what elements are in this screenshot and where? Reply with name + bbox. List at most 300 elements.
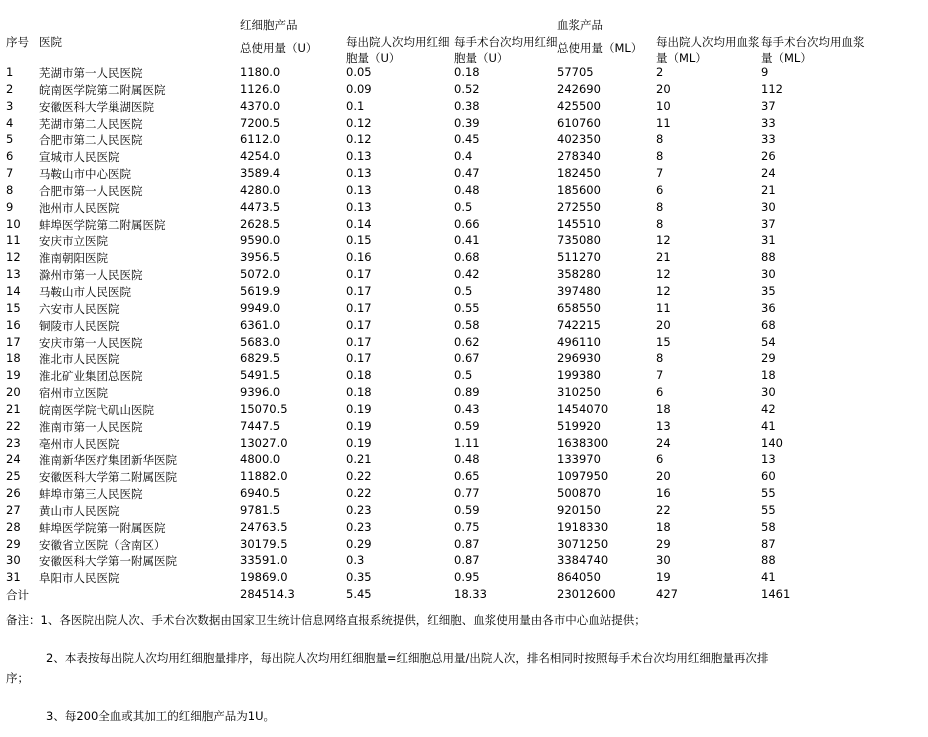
cell-index: 14 — [6, 283, 21, 298]
cell-rbc-total: 4280.0 — [240, 182, 281, 197]
cell-index: 5 — [6, 132, 14, 147]
cell-plasma-per-surgery: 140 — [761, 435, 783, 450]
cell-plasma-per-surgery: 88 — [761, 553, 776, 568]
cell-rbc-total: 3589.4 — [240, 166, 281, 181]
table-row — [6, 182, 922, 199]
cell-rbc-per-surgery: 0.77 — [454, 486, 480, 501]
cell-plasma-per-discharge: 12 — [656, 267, 671, 282]
cell-index: 21 — [6, 401, 21, 416]
cell-plasma-total: 145510 — [557, 216, 601, 231]
cell-index: 18 — [6, 351, 21, 366]
cell-index: 4 — [6, 115, 14, 130]
cell-index: 31 — [6, 570, 21, 585]
cell-rbc-total: 33591.0 — [240, 553, 288, 568]
cell-rbc-per-discharge: 0.09 — [346, 81, 372, 96]
cell-plasma-total: 1454070 — [557, 401, 609, 416]
cell-rbc-per-discharge: 0.17 — [346, 351, 372, 366]
cell-plasma-total: 735080 — [557, 233, 601, 248]
cell-rbc-per-surgery: 0.66 — [454, 216, 480, 231]
cell-plasma-per-discharge: 13 — [656, 418, 671, 433]
cell-plasma-per-surgery: 37 — [761, 216, 776, 231]
cell-plasma-per-discharge: 16 — [656, 486, 671, 501]
cell-index: 8 — [6, 182, 14, 197]
cell-rbc-per-surgery: 0.18 — [454, 65, 480, 79]
cell-rbc-per-surgery: 0.95 — [454, 570, 480, 585]
cell-index: 26 — [6, 486, 21, 501]
cell-rbc-per-surgery: 0.65 — [454, 469, 480, 484]
cell-hospital: 阜阳市人民医院 — [39, 571, 120, 586]
cell-plasma-per-discharge: 10 — [656, 98, 671, 113]
cell-rbc-total: 6361.0 — [240, 317, 281, 332]
cell-plasma-per-discharge: 7 — [656, 368, 664, 383]
cell-hospital: 安徽医科大学巢湖医院 — [39, 99, 154, 114]
cell-plasma-total: 358280 — [557, 267, 601, 282]
cell-hospital: 安徽医科大学第二附属医院 — [39, 470, 177, 485]
cell-rbc-per-surgery: 0.5 — [454, 283, 473, 298]
table-row — [6, 81, 922, 98]
cell-plasma-per-surgery: 30 — [761, 385, 776, 400]
cell-rbc-total: 5491.5 — [240, 368, 281, 383]
cell-rbc-per-surgery: 0.75 — [454, 519, 480, 534]
cell-plasma-per-surgery: 31 — [761, 233, 776, 248]
hospital-blood-usage-table — [6, 14, 922, 603]
table-header — [6, 14, 922, 64]
cell-plasma-per-surgery: 112 — [761, 81, 783, 96]
cell-plasma-per-surgery: 55 — [761, 502, 776, 517]
cell-rbc-total: 9949.0 — [240, 300, 281, 315]
cell-rbc-total: 6112.0 — [240, 132, 281, 147]
cell-hospital: 黄山市人民医院 — [39, 503, 120, 518]
table-row — [6, 536, 922, 553]
cell-hospital: 芜湖市第二人民医院 — [39, 116, 143, 131]
cell-plasma-per-surgery: 35 — [761, 283, 776, 298]
table-row — [6, 350, 922, 367]
cell-rbc-total: 19869.0 — [240, 570, 288, 585]
cell-rbc-total: 24763.5 — [240, 519, 288, 534]
cell-plasma-per-surgery: 9 — [761, 65, 769, 79]
cell-plasma-per-discharge: 18 — [656, 401, 671, 416]
cell-hospital: 马鞍山市中心医院 — [39, 167, 131, 182]
cell-hospital: 淮北矿业集团总医院 — [39, 369, 143, 384]
cell-plasma-total: 3071250 — [557, 536, 609, 551]
cell-plasma-total: 864050 — [557, 570, 601, 585]
cell-hospital: 安庆市立医院 — [39, 234, 108, 249]
cell-rbc-per-discharge: 0.3 — [346, 553, 365, 568]
cell-rbc-per-discharge: 0.35 — [346, 570, 372, 585]
cell-plasma-per-discharge: 8 — [656, 216, 664, 231]
cell-rbc-total: 13027.0 — [240, 435, 288, 450]
cell-rbc-total: 4800.0 — [240, 452, 281, 467]
cell-rbc-per-surgery: 0.45 — [454, 132, 480, 147]
cell-rbc-per-discharge: 0.18 — [346, 368, 372, 383]
cell-rbc-per-surgery: 0.39 — [454, 115, 480, 130]
table-row — [6, 435, 922, 452]
cell-index: 7 — [6, 166, 14, 181]
cell-plasma-per-surgery: 87 — [761, 536, 776, 551]
cell-rbc-per-discharge: 0.13 — [346, 182, 372, 197]
cell-hospital: 皖南医学院第二附属医院 — [39, 82, 166, 97]
cell-plasma-per-discharge: 12 — [656, 283, 671, 298]
cell-rbc-total: 15070.5 — [240, 401, 288, 416]
cell-rbc-total: 7447.5 — [240, 418, 281, 433]
cell-hospital: 马鞍山市人民医院 — [39, 284, 131, 299]
cell-index: 16 — [6, 317, 21, 332]
cell-plasma-per-discharge: 29 — [656, 536, 671, 551]
col-header-rbc-per-discharge: 每出院人次均用红细胞量（U） — [346, 35, 450, 65]
cell-rbc-per-surgery: 0.43 — [454, 401, 480, 416]
cell-hospital: 宿州市立医院 — [39, 386, 108, 401]
cell-rbc-total: 7200.5 — [240, 115, 281, 130]
cell-plasma-total: 1918330 — [557, 519, 609, 534]
table-body — [6, 64, 922, 603]
cell-plasma-total: 1638300 — [557, 435, 609, 450]
table-row — [6, 98, 922, 115]
cell-rbc-per-discharge: 0.1 — [346, 98, 365, 113]
cell-plasma-total: 425500 — [557, 98, 601, 113]
cell-index: 11 — [6, 233, 21, 248]
cell-rbc-per-discharge: 0.12 — [346, 115, 372, 130]
col-header-rbc-per-surgery: 每手术台次均用红细胞量（U） — [454, 35, 558, 65]
cell-rbc-per-discharge: 5.45 — [346, 587, 372, 602]
cell-plasma-total: 658550 — [557, 300, 601, 315]
table-row — [6, 317, 922, 334]
cell-plasma-total: 199380 — [557, 368, 601, 383]
cell-plasma-per-discharge: 8 — [656, 149, 664, 164]
table-row — [6, 519, 922, 536]
cell-plasma-total: 242690 — [557, 81, 601, 96]
cell-index: 12 — [6, 250, 21, 265]
cell-hospital: 蚌埠医学院第一附属医院 — [39, 520, 166, 535]
cell-rbc-per-discharge: 0.23 — [346, 502, 372, 517]
cell-plasma-per-discharge: 2 — [656, 65, 664, 79]
cell-rbc-per-discharge: 0.13 — [346, 199, 372, 214]
cell-rbc-per-discharge: 0.29 — [346, 536, 372, 551]
cell-index: 6 — [6, 149, 14, 164]
cell-plasma-per-surgery: 36 — [761, 300, 776, 315]
table-row — [6, 502, 922, 519]
footnote-1: 备注：1、各医院出院人次、手术台次数据由国家卫生统计信息网络直报系统提供，红细胞、血浆使用量由各市中心血站提供； — [6, 613, 646, 627]
cell-rbc-total: 5619.9 — [240, 283, 281, 298]
cell-plasma-per-discharge: 6 — [656, 452, 664, 467]
cell-rbc-per-surgery: 0.59 — [454, 418, 480, 433]
cell-rbc-per-discharge: 0.22 — [346, 486, 372, 501]
table-row — [6, 131, 922, 148]
col-header-plasma-per-surgery: 每手术台次均用血浆量（ML） — [761, 35, 865, 65]
cell-plasma-total: 185600 — [557, 182, 601, 197]
table-row — [6, 148, 922, 165]
cell-plasma-total: 182450 — [557, 166, 601, 181]
cell-rbc-per-discharge: 0.19 — [346, 401, 372, 416]
cell-index: 2 — [6, 81, 14, 96]
cell-rbc-per-discharge: 0.16 — [346, 250, 372, 265]
cell-rbc-per-surgery: 0.52 — [454, 81, 480, 96]
cell-plasma-per-surgery: 58 — [761, 519, 776, 534]
cell-plasma-per-surgery: 41 — [761, 570, 776, 585]
col-header-plasma-per-discharge: 每出院人次均用血浆量（ML） — [656, 35, 760, 65]
cell-hospital: 蚌埠医学院第二附属医院 — [39, 217, 166, 232]
cell-rbc-per-surgery: 0.4 — [454, 149, 473, 164]
table-row — [6, 334, 922, 351]
col-header-hospital: 医院 — [39, 35, 62, 49]
cell-rbc-per-discharge: 0.23 — [346, 519, 372, 534]
cell-rbc-per-discharge: 0.18 — [346, 385, 372, 400]
cell-rbc-per-surgery: 0.5 — [454, 368, 473, 383]
cell-plasma-per-surgery: 60 — [761, 469, 776, 484]
cell-index: 19 — [6, 368, 21, 383]
cell-rbc-total: 2628.5 — [240, 216, 281, 231]
cell-plasma-total: 133970 — [557, 452, 601, 467]
cell-rbc-total: 5683.0 — [240, 334, 281, 349]
footnotes — [6, 610, 922, 726]
cell-plasma-per-discharge: 15 — [656, 334, 671, 349]
table-row — [6, 451, 922, 468]
cell-hospital: 亳州市人民医院 — [39, 436, 120, 451]
cell-rbc-per-surgery: 0.67 — [454, 351, 480, 366]
cell-rbc-per-surgery: 0.48 — [454, 182, 480, 197]
cell-rbc-total: 6940.5 — [240, 486, 281, 501]
cell-rbc-total: 3956.5 — [240, 250, 281, 265]
cell-hospital: 铜陵市人民医院 — [39, 318, 120, 333]
cell-index: 25 — [6, 469, 21, 484]
cell-plasma-total: 610760 — [557, 115, 601, 130]
table-row — [6, 216, 922, 233]
cell-plasma-per-discharge: 18 — [656, 519, 671, 534]
cell-rbc-per-discharge: 0.13 — [346, 166, 372, 181]
cell-rbc-per-surgery: 0.5 — [454, 199, 473, 214]
cell-plasma-per-discharge: 30 — [656, 553, 671, 568]
cell-rbc-per-surgery: 0.62 — [454, 334, 480, 349]
cell-rbc-total: 9590.0 — [240, 233, 281, 248]
group-header-plasma: 血浆产品 — [557, 18, 603, 32]
cell-index: 28 — [6, 519, 21, 534]
table-row — [6, 115, 922, 132]
cell-rbc-per-discharge: 0.05 — [346, 65, 372, 79]
cell-hospital: 芜湖市第一人民医院 — [39, 66, 143, 80]
cell-hospital: 合肥市第一人民医院 — [39, 183, 143, 198]
cell-hospital: 淮南朝阳医院 — [39, 251, 108, 266]
cell-hospital: 安徽医科大学第一附属医院 — [39, 554, 177, 569]
cell-index: 24 — [6, 452, 21, 467]
cell-plasma-per-discharge: 20 — [656, 317, 671, 332]
table-row — [6, 401, 922, 418]
cell-hospital: 合肥市第二人民医院 — [39, 133, 143, 148]
cell-plasma-per-discharge: 12 — [656, 233, 671, 248]
cell-plasma-per-surgery: 21 — [761, 182, 776, 197]
cell-hospital: 安徽省立医院（含南区） — [39, 537, 166, 552]
cell-rbc-per-surgery: 0.59 — [454, 502, 480, 517]
cell-index: 22 — [6, 418, 21, 433]
cell-hospital: 皖南医学院弋矶山医院 — [39, 402, 154, 417]
cell-rbc-per-discharge: 0.17 — [346, 283, 372, 298]
cell-hospital: 蚌埠市第三人民医院 — [39, 487, 143, 502]
cell-hospital: 宣城市人民医院 — [39, 150, 120, 165]
cell-hospital: 六安市人民医院 — [39, 301, 120, 316]
cell-plasma-per-surgery: 42 — [761, 401, 776, 416]
cell-plasma-total: 1097950 — [557, 469, 609, 484]
cell-index: 20 — [6, 385, 21, 400]
cell-index: 9 — [6, 199, 14, 214]
cell-rbc-per-discharge: 0.17 — [346, 300, 372, 315]
table-row — [6, 249, 922, 266]
cell-index: 27 — [6, 502, 21, 517]
footnote-3: 3、每200全血或其加工的红细胞产品为1U。 — [46, 709, 275, 723]
cell-rbc-total: 6829.5 — [240, 351, 281, 366]
table-row — [6, 552, 922, 569]
cell-rbc-total: 11882.0 — [240, 469, 288, 484]
cell-rbc-per-surgery: 1.11 — [454, 435, 480, 450]
total-label: 合计 — [6, 588, 29, 603]
cell-hospital: 池州市人民医院 — [39, 200, 120, 215]
cell-hospital: 滁州市第一人民医院 — [39, 268, 143, 283]
cell-rbc-per-surgery: 0.89 — [454, 385, 480, 400]
cell-rbc-per-discharge: 0.17 — [346, 317, 372, 332]
cell-index: 15 — [6, 300, 21, 315]
cell-rbc-per-surgery: 18.33 — [454, 587, 487, 602]
table-row — [6, 165, 922, 182]
cell-plasma-per-surgery: 26 — [761, 149, 776, 164]
cell-rbc-per-discharge: 0.15 — [346, 233, 372, 248]
cell-index: 1 — [6, 65, 14, 79]
cell-rbc-per-discharge: 0.19 — [346, 435, 372, 450]
cell-plasma-total: 920150 — [557, 502, 601, 517]
cell-plasma-per-surgery: 29 — [761, 351, 776, 366]
cell-plasma-per-discharge: 21 — [656, 250, 671, 265]
cell-plasma-per-surgery: 33 — [761, 132, 776, 147]
cell-plasma-per-discharge: 6 — [656, 182, 664, 197]
cell-plasma-total: 296930 — [557, 351, 601, 366]
table-row — [6, 199, 922, 216]
cell-plasma-total: 310250 — [557, 385, 601, 400]
cell-rbc-per-surgery: 0.87 — [454, 536, 480, 551]
cell-rbc-per-surgery: 0.48 — [454, 452, 480, 467]
cell-plasma-total: 57705 — [557, 65, 594, 79]
cell-rbc-total: 284514.3 — [240, 587, 295, 602]
cell-plasma-total: 278340 — [557, 149, 601, 164]
cell-rbc-per-discharge: 0.21 — [346, 452, 372, 467]
cell-rbc-total: 9781.5 — [240, 502, 281, 517]
cell-plasma-per-surgery: 37 — [761, 98, 776, 113]
cell-plasma-total: 402350 — [557, 132, 601, 147]
col-header-plasma-total: 总使用量（ML） — [557, 41, 643, 55]
cell-rbc-total: 4370.0 — [240, 98, 281, 113]
cell-plasma-per-discharge: 11 — [656, 300, 671, 315]
cell-rbc-total: 9396.0 — [240, 385, 281, 400]
cell-plasma-per-surgery: 54 — [761, 334, 776, 349]
cell-rbc-per-discharge: 0.19 — [346, 418, 372, 433]
cell-plasma-per-discharge: 24 — [656, 435, 671, 450]
cell-plasma-total: 519920 — [557, 418, 601, 433]
cell-index: 30 — [6, 553, 21, 568]
cell-plasma-per-surgery: 18 — [761, 368, 776, 383]
cell-plasma-total: 511270 — [557, 250, 601, 265]
cell-plasma-total: 397480 — [557, 283, 601, 298]
cell-plasma-per-discharge: 20 — [656, 469, 671, 484]
cell-rbc-per-discharge: 0.12 — [346, 132, 372, 147]
cell-plasma-per-discharge: 11 — [656, 115, 671, 130]
table-row — [6, 232, 922, 249]
cell-rbc-per-surgery: 0.58 — [454, 317, 480, 332]
total-row — [6, 586, 922, 603]
table-row — [6, 283, 922, 300]
cell-plasma-per-discharge: 7 — [656, 166, 664, 181]
table-row — [6, 418, 922, 435]
cell-plasma-per-discharge: 8 — [656, 199, 664, 214]
cell-rbc-per-surgery: 0.68 — [454, 250, 480, 265]
cell-rbc-per-surgery: 0.41 — [454, 233, 480, 248]
cell-rbc-per-discharge: 0.17 — [346, 334, 372, 349]
cell-index: 17 — [6, 334, 21, 349]
cell-plasma-per-surgery: 68 — [761, 317, 776, 332]
cell-plasma-total: 742215 — [557, 317, 601, 332]
cell-plasma-per-surgery: 88 — [761, 250, 776, 265]
table-row — [6, 367, 922, 384]
cell-rbc-total: 1180.0 — [240, 65, 281, 79]
cell-plasma-total: 500870 — [557, 486, 601, 501]
cell-plasma-per-surgery: 30 — [761, 199, 776, 214]
cell-rbc-per-discharge: 0.14 — [346, 216, 372, 231]
cell-plasma-total: 23012600 — [557, 587, 616, 602]
cell-plasma-per-discharge: 22 — [656, 502, 671, 517]
cell-index: 3 — [6, 98, 14, 113]
group-header-rbc: 红细胞产品 — [240, 18, 298, 32]
cell-plasma-per-surgery: 1461 — [761, 587, 791, 602]
cell-plasma-per-surgery: 55 — [761, 486, 776, 501]
cell-plasma-per-surgery: 41 — [761, 418, 776, 433]
cell-hospital: 淮南新华医疗集团新华医院 — [39, 453, 177, 468]
cell-rbc-total: 4473.5 — [240, 199, 281, 214]
footnote-2: 2、本表按每出院人次均用红细胞量排序，每出院人次均用红细胞量=红细胞总用量/出院人次，排名相同时按照每手术台次均用红细胞量再次排 — [46, 651, 769, 665]
cell-plasma-total: 3384740 — [557, 553, 609, 568]
cell-plasma-per-discharge: 8 — [656, 132, 664, 147]
cell-rbc-total: 4254.0 — [240, 149, 281, 164]
table-row — [6, 64, 922, 81]
cell-hospital: 淮南市第一人民医院 — [39, 419, 143, 434]
table-row — [6, 266, 922, 283]
footnote-2-cont: 序； — [6, 671, 29, 685]
cell-plasma-total: 496110 — [557, 334, 601, 349]
cell-plasma-per-discharge: 427 — [656, 587, 678, 602]
cell-rbc-per-surgery: 0.55 — [454, 300, 480, 315]
cell-plasma-per-surgery: 13 — [761, 452, 776, 467]
cell-plasma-per-discharge: 20 — [656, 81, 671, 96]
cell-rbc-total: 5072.0 — [240, 267, 281, 282]
cell-rbc-total: 30179.5 — [240, 536, 288, 551]
cell-rbc-per-surgery: 0.47 — [454, 166, 480, 181]
cell-index: 13 — [6, 267, 21, 282]
table-row — [6, 384, 922, 401]
cell-rbc-per-surgery: 0.87 — [454, 553, 480, 568]
cell-plasma-per-surgery: 33 — [761, 115, 776, 130]
table-row — [6, 468, 922, 485]
col-header-index: 序号 — [6, 35, 29, 49]
cell-plasma-per-discharge: 19 — [656, 570, 671, 585]
table-row — [6, 300, 922, 317]
cell-plasma-per-discharge: 6 — [656, 385, 664, 400]
cell-index: 23 — [6, 435, 21, 450]
col-header-rbc-total: 总使用量（U） — [240, 41, 318, 55]
cell-rbc-per-surgery: 0.38 — [454, 98, 480, 113]
table-row — [6, 569, 922, 586]
cell-hospital: 安庆市第一人民医院 — [39, 335, 143, 350]
cell-index: 29 — [6, 536, 21, 551]
cell-plasma-total: 272550 — [557, 199, 601, 214]
cell-plasma-per-discharge: 8 — [656, 351, 664, 366]
cell-index: 10 — [6, 216, 21, 231]
cell-rbc-per-discharge: 0.13 — [346, 149, 372, 164]
cell-rbc-per-surgery: 0.42 — [454, 267, 480, 282]
cell-rbc-total: 1126.0 — [240, 81, 281, 96]
cell-rbc-per-discharge: 0.22 — [346, 469, 372, 484]
